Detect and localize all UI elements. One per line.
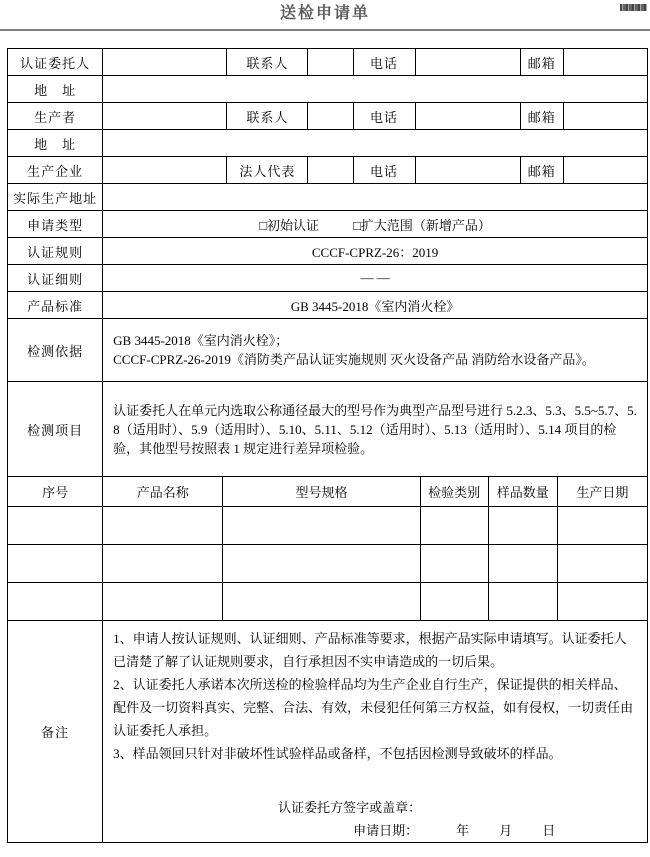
email-label: 邮箱 xyxy=(520,49,563,76)
column-header-sample-qty: 样品数量 xyxy=(488,477,557,507)
applicant-label: 认证委托人 xyxy=(8,49,103,76)
table-row-producer xyxy=(8,103,648,130)
apply-date-line xyxy=(353,819,637,842)
product-table-empty-row-2 xyxy=(8,545,648,583)
table-row-apply-type xyxy=(8,211,648,238)
model-spec-cell[interactable] xyxy=(223,583,420,621)
info-table xyxy=(7,48,648,477)
phone-value-cell[interactable] xyxy=(415,157,520,184)
cert-rule-label: 认证规则 xyxy=(8,238,103,265)
apply-type-label: 申请类型 xyxy=(8,211,103,238)
manufacturer-label: 生产企业 xyxy=(8,157,103,184)
table-row-production-site xyxy=(8,184,648,211)
sample-qty-cell[interactable] xyxy=(488,545,557,583)
product-table-empty-row-1 xyxy=(8,507,648,545)
column-header-production-date: 生产日期 xyxy=(557,477,647,507)
column-header-seq: 序号 xyxy=(8,477,103,507)
model-spec-cell[interactable] xyxy=(223,545,420,583)
product-standard-label: 产品标准 xyxy=(8,292,103,319)
column-header-product-name: 产品名称 xyxy=(103,477,223,507)
email-label: 邮箱 xyxy=(520,157,563,184)
sample-qty-cell[interactable] xyxy=(488,583,557,621)
test-items-label: 检测项目 xyxy=(8,382,103,477)
inspection-type-cell[interactable] xyxy=(420,545,488,583)
production-date-cell[interactable] xyxy=(557,583,647,621)
table-row-address-2 xyxy=(8,130,648,157)
email-value-cell[interactable] xyxy=(563,49,647,76)
sample-qty-cell[interactable] xyxy=(488,507,557,545)
test-basis-label: 检测依据 xyxy=(8,319,103,382)
product-name-cell[interactable] xyxy=(103,583,223,621)
product-table xyxy=(7,476,648,621)
table-row-test-basis xyxy=(8,319,648,382)
corner-image-fragment xyxy=(620,4,647,11)
production-site-label: 实际生产地址 xyxy=(8,184,103,211)
table-row-test-items xyxy=(8,382,648,477)
remarks-table xyxy=(7,620,648,843)
address-value-cell[interactable] xyxy=(103,76,648,103)
checkbox-initial-certification[interactable]: □初始认证 xyxy=(259,217,320,233)
model-spec-cell[interactable] xyxy=(223,507,420,545)
legal-rep-value-cell[interactable] xyxy=(308,157,353,184)
page-title: 送检申请单 xyxy=(279,5,370,22)
column-header-model-spec: 型号规格 xyxy=(223,477,420,507)
test-basis-value xyxy=(103,319,648,382)
test-items-value: 认证委托人在单元内选取公称通径最大的型号作为典型产品型号进行 5.2.3、5.3、5.5~5.7、5.8（适用时）、5.9（适用时）、5.10、5.11、5.12（适用时）、5.13（适用时）、5.14 项目的检验，其他型号按照表 1 规定进行差异项检验。 xyxy=(103,382,648,477)
phone-value-cell[interactable] xyxy=(415,103,520,130)
email-label: 邮箱 xyxy=(520,103,563,130)
phone-value-cell[interactable] xyxy=(415,49,520,76)
table-row-product-standard xyxy=(8,292,648,319)
checkbox-expand-scope[interactable]: □扩大范围（新增产品） xyxy=(353,217,491,233)
product-table-empty-row-3 xyxy=(8,583,648,621)
column-header-inspection-type: 检验类别 xyxy=(420,477,488,507)
contact-label: 联系人 xyxy=(227,49,308,76)
signature-line xyxy=(278,796,637,819)
year-label: 年 xyxy=(456,823,470,838)
contact-value-cell[interactable] xyxy=(308,49,353,76)
address-label: 地 址 xyxy=(8,76,103,103)
table-row-cert-detail xyxy=(8,265,648,292)
apply-date-label: 申请日期： xyxy=(353,823,419,838)
inspection-type-cell[interactable] xyxy=(420,507,488,545)
phone-label: 电话 xyxy=(353,49,415,76)
remarks-content xyxy=(103,621,648,843)
cert-rule-value: CCCF-CPRZ-26：2019 xyxy=(103,238,648,265)
table-row-address-1 xyxy=(8,76,648,103)
signature-label: 认证委托方签字或盖章： xyxy=(278,800,422,815)
test-basis-line-2: CCCF-CPRZ-26-2019《消防类产品认证实施规则 灭火设备产品 消防给水设备产品》。 xyxy=(113,352,595,367)
remarks-item-1: 1、申请人按认证规则、认证细则、产品标准等要求，根据产品实际申请填写。认证委托人已清楚了解了认证规则要求，自行承担因不实申请造成的一切后果。 xyxy=(113,631,627,669)
inspection-type-cell[interactable] xyxy=(420,583,488,621)
cert-detail-value: — — xyxy=(103,265,648,292)
seq-cell[interactable] xyxy=(8,583,103,621)
apply-type-value-cell xyxy=(103,211,648,238)
table-row-cert-rule xyxy=(8,238,648,265)
phone-label: 电话 xyxy=(353,157,415,184)
applicant-value-cell[interactable] xyxy=(103,49,227,76)
product-name-cell[interactable] xyxy=(103,507,223,545)
table-row-applicant xyxy=(8,49,648,76)
legal-rep-label: 法人代表 xyxy=(227,157,308,184)
contact-value-cell[interactable] xyxy=(308,103,353,130)
production-date-cell[interactable] xyxy=(557,545,647,583)
table-row-remarks xyxy=(8,621,648,843)
remarks-item-3: 3、样品领回只针对非破坏性试验样品或备样，不包括因检测导致破坏的样品。 xyxy=(113,746,562,761)
manufacturer-value-cell[interactable] xyxy=(103,157,227,184)
producer-label: 生产者 xyxy=(8,103,103,130)
contact-label: 联系人 xyxy=(227,103,308,130)
phone-label: 电话 xyxy=(353,103,415,130)
product-standard-value: GB 3445-2018《室内消火栓》 xyxy=(103,292,648,319)
address-value-cell[interactable] xyxy=(103,130,648,157)
table-row-manufacturer xyxy=(8,157,648,184)
product-name-cell[interactable] xyxy=(103,545,223,583)
test-basis-line-1: GB 3445-2018《室内消火栓》； xyxy=(113,333,289,348)
email-value-cell[interactable] xyxy=(563,103,647,130)
producer-value-cell[interactable] xyxy=(103,103,227,130)
production-date-cell[interactable] xyxy=(557,507,647,545)
month-label: 月 xyxy=(499,823,513,838)
cert-detail-label: 认证细则 xyxy=(8,265,103,292)
address-label: 地 址 xyxy=(8,130,103,157)
remarks-label: 备注 xyxy=(8,621,103,843)
product-table-header-row xyxy=(8,477,648,507)
remarks-item-2: 2、认证委托人承诺本次所送检的检验样品均为生产企业自行生产，保证提供的相关样品、配件及一切资料真实、完整、合法、有效，未侵犯任何第三方权益，如有侵权，一切责任由认证委托人承担。 xyxy=(113,677,634,738)
seq-cell[interactable] xyxy=(8,545,103,583)
title-underline xyxy=(0,29,650,31)
seq-cell[interactable] xyxy=(8,507,103,545)
day-label: 日 xyxy=(542,823,556,838)
email-value-cell[interactable] xyxy=(563,157,647,184)
production-site-value-cell[interactable] xyxy=(103,184,648,211)
